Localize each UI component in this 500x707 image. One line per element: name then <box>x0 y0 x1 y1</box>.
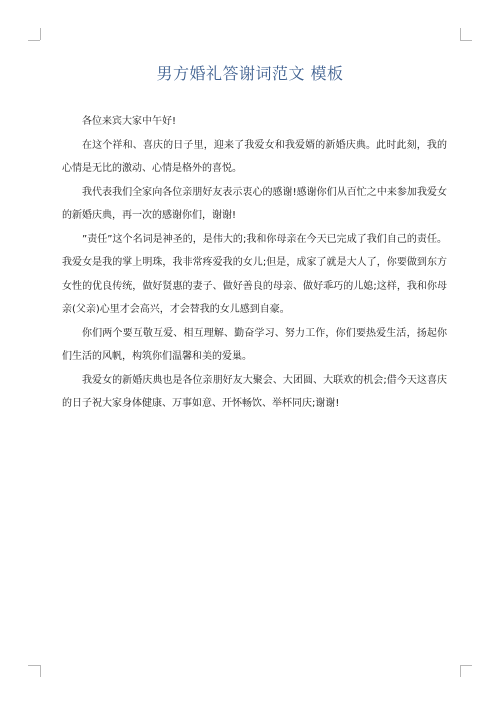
paragraph: 在这个祥和、喜庆的日子里，迎来了我爱女和我爱婿的新婚庆典。此时此刻，我的心情是无比的激动、心情是格外的喜悦。 <box>62 139 447 174</box>
paragraph: ”责任”这个名词是神圣的，是伟大的;我和你母亲在今天已完成了我们自己的责任。我爱女是我的掌上明珠，我非常疼爱我的女儿;但是，成家了就是大人了，你要做到东方女性的优良传统，做好贤惠的妻子、做好善良的母亲、做好乖巧的儿媳;这样，我和你母亲(父亲)心里才会高兴，才会替我的女儿感到自豪。 <box>62 233 447 315</box>
document-body <box>62 110 447 416</box>
paragraph-closing: 我爱女的新婚庆典也是各位亲朋好友大聚会、大团圆、大联欢的机会;借今天这喜庆的日子祝大家身体健康、万事如意、开怀畅饮、举杯同庆;谢谢! <box>62 374 447 409</box>
paragraph-greeting: 各位来宾大家中午好! <box>82 116 177 127</box>
document-title: 男方婚礼答谢词范文 模板 <box>156 64 344 83</box>
paragraph: 我代表我们全家向各位亲朋好友表示衷心的感谢!感谢你们从百忙之中来参加我爱女的新婚庆典，再一次的感谢你们，谢谢! <box>62 186 447 221</box>
paragraph: 你们两个要互敬互爱、相互理解、勤奋学习、努力工作，你们要热爱生活，扬起你们生活的风帆，构筑你们温馨和美的爱巢。 <box>62 327 447 362</box>
